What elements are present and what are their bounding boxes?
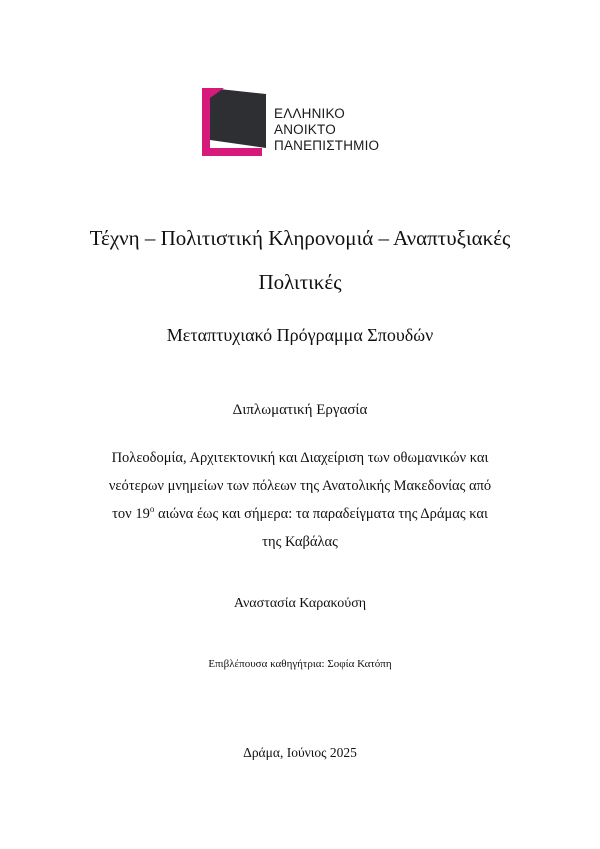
thesis-title-line-3-post: αιώνα έως και σήμερα: τα παραδείγματα της Δράμας και: [154, 506, 488, 522]
thesis-title-line-1: Πολεοδομία, Αρχιτεκτονική και Διαχείριση των οθωμανικών και: [111, 450, 489, 466]
place-date: Δράμα, Ιούνιος 2025: [243, 745, 357, 760]
logo-line-3: ΠΑΝΕΠΙΣΤΗΜΙΟ: [274, 138, 380, 153]
thesis-title-line-2: νεότερων μνημείων των πόλεων της Ανατολικής Μακεδονίας από: [108, 478, 492, 494]
supervisor: Επιβλέπουσα καθηγήτρια: Σοφία Κατόπη: [208, 658, 392, 670]
thesis-type: Διπλωματική Εργασία: [232, 402, 368, 418]
university-logo: [200, 86, 390, 158]
logo-text: [274, 106, 379, 154]
thesis-title-line-3-pre: τον 19: [112, 506, 150, 522]
logo-line-2: ΑΝΟΙΚΤΟ: [274, 122, 336, 137]
author-name: Αναστασία Καρακούση: [233, 596, 367, 611]
thesis-title-line-3: [0, 506, 600, 523]
logo-line-1: ΕΛΛΗΝΙΚΟ: [274, 106, 345, 121]
eap-logo-icon: [200, 86, 272, 158]
program-name: Μεταπτυχιακό Πρόγραμμα Σπουδών: [166, 325, 434, 345]
thesis-title-line-4: της Καβάλας: [262, 534, 338, 550]
course-title-line-2: Πολιτικές: [258, 270, 342, 294]
thesis-title-superscript: ο: [149, 504, 155, 514]
course-title-line-1: Τέχνη – Πολιτιστική Κληρονομιά – Αναπτυξιακές: [89, 226, 511, 250]
